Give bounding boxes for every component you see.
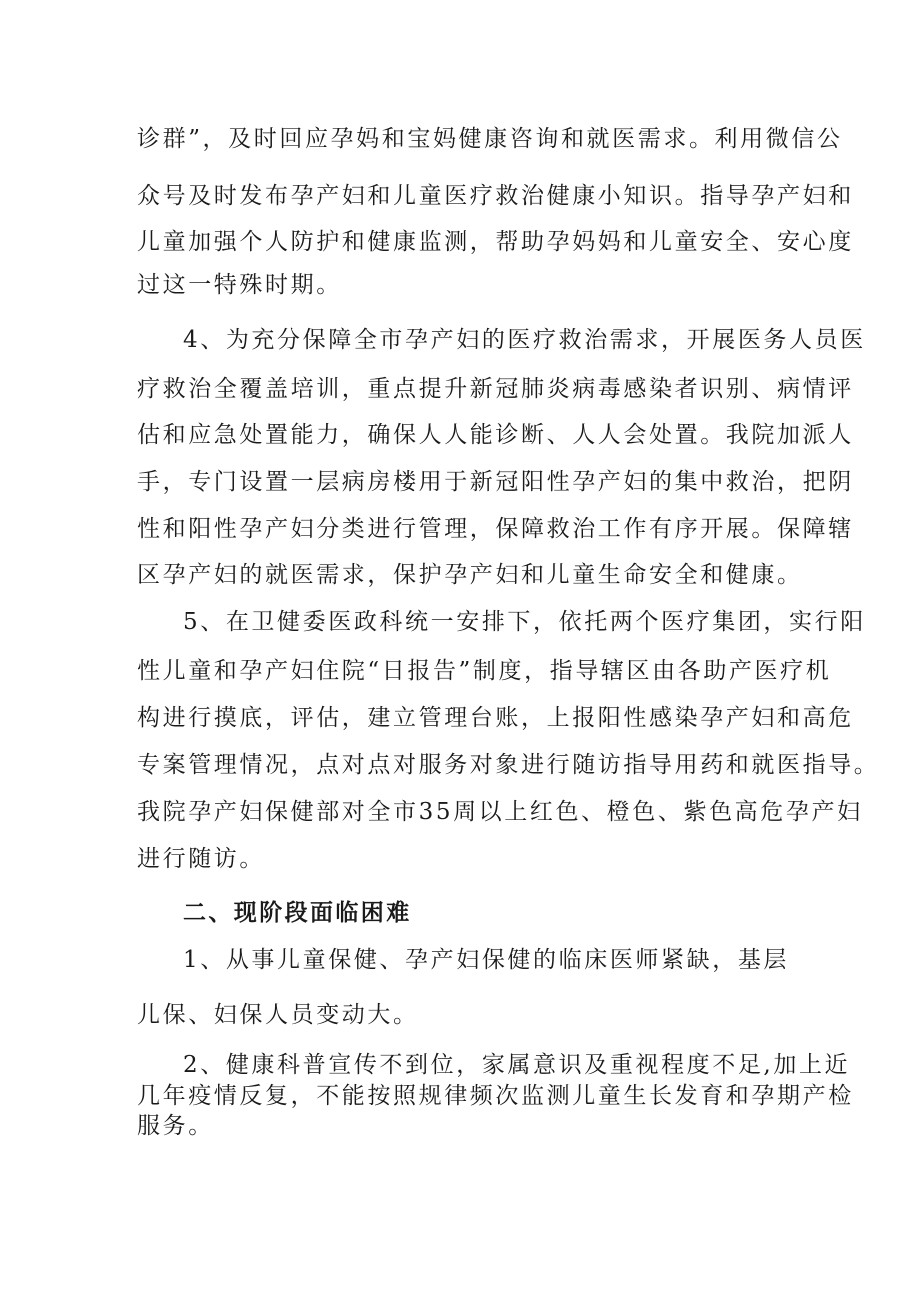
paragraph-line: 专案管理情况，点对点对服务对象进行随访指导用药和就医指导。 [137, 752, 880, 778]
paragraph-line: 进行随访。 [137, 846, 265, 872]
paragraph-line: 构进行摸底，评估，建立管理台账，上报阳性感染孕产妇和高危 [137, 705, 854, 731]
paragraph-line: 5、在卫健委医政科统一安排下，依托两个医疗集团，实行阳 [183, 609, 866, 635]
paragraph-line: 区孕产妇的就医需求，保护孕产妇和儿童生命安全和健康。 [137, 562, 803, 588]
paragraph-line: 服务。 [137, 1113, 214, 1139]
paragraph-line: 估和应急处置能力，确保人人能诊断、人人会处置。我院加派人 [137, 422, 854, 448]
paragraph-line: 1、从事儿童保健、孕产妇保健的临床医师紧缺，基层 [183, 947, 790, 973]
paragraph-line: 过这一特殊时期。 [137, 272, 342, 298]
paragraph-line: 2、健康科普宣传不到位，家属意识及重视程度不足,加上近 [183, 1052, 851, 1078]
paragraph-line: 4、为充分保障全市孕产妇的医疗救治需求，开展医务人员医 [183, 327, 866, 353]
section-heading: 二、现阶段面临困难 [183, 900, 412, 926]
paragraph-line: 性儿童和孕产妇住院“日报告”制度，指导辖区由各助产医疗机 [137, 658, 832, 684]
paragraph-line: 我院孕产妇保健部对全市35周以上红色、橙色、紫色高危孕产妇 [137, 799, 863, 825]
paragraph-line: 疗救治全覆盖培训，重点提升新冠肺炎病毒感染者识别、病情评 [137, 376, 854, 402]
paragraph-line: 儿保、妇保人员变动大。 [137, 1002, 419, 1028]
paragraph-line: 诊群”，及时回应孕妈和宝妈健康咨询和就医需求。利用微信公 [137, 126, 843, 152]
paragraph-line: 性和阳性孕产妇分类进行管理，保障救治工作有序开展。保障辖 [137, 516, 854, 542]
paragraph-line: 儿童加强个人防护和健康监测，帮助孕妈妈和儿童安全、安心度 [137, 229, 854, 255]
paragraph-line: 手，专门设置一层病房楼用于新冠阳性孕产妇的集中救治，把阴 [137, 469, 854, 495]
paragraph-line: 几年疫情反复，不能按照规律频次监测儿童生长发育和孕期产检 [137, 1083, 854, 1109]
paragraph-line: 众号及时发布孕产妇和儿童医疗救治健康小知识。指导孕产妇和 [137, 183, 854, 209]
